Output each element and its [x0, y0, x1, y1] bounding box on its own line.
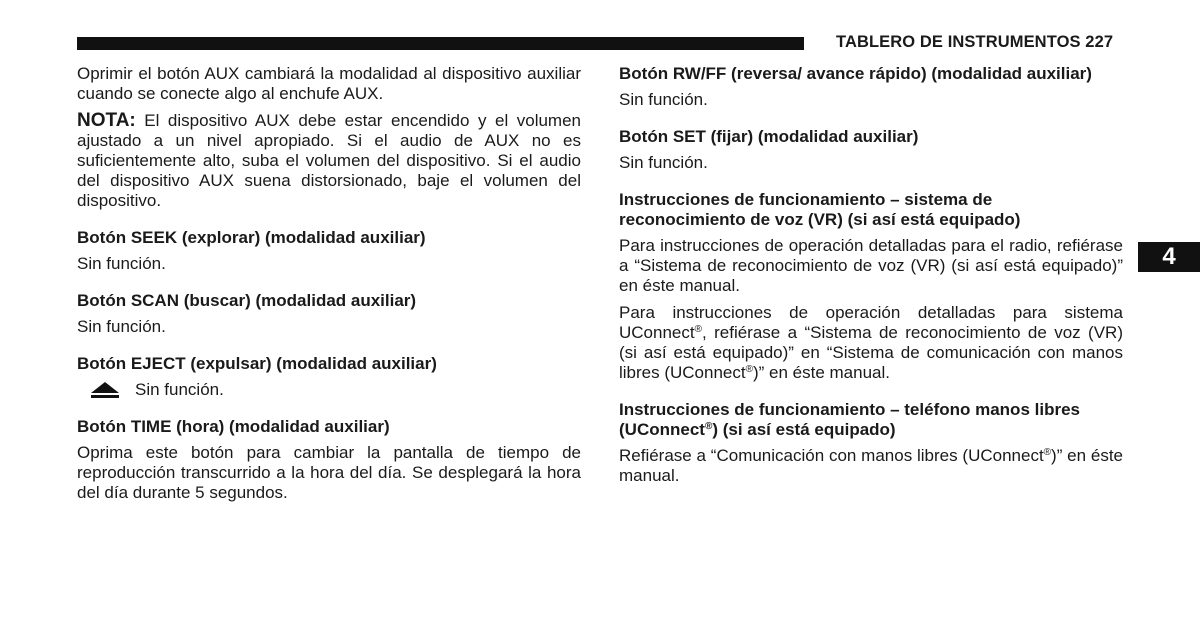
registered-mark: ® [745, 364, 753, 375]
eject-row [77, 380, 581, 400]
nota-label: NOTA: [77, 110, 136, 131]
registered-mark: ® [704, 421, 713, 432]
phone-text [619, 446, 1123, 486]
nota-text: El dispositivo AUX debe estar encendido y el volumen ajustado a un nivel apropiado. Si el audio de AUX no es suficientemente alto, suba el volumen del dispositivo. Si el audio del dispositivo AUX suena distorsionado, baje el volumen del dispositivo. [77, 111, 581, 210]
rwff-text: Sin función. [619, 90, 708, 109]
right-column [619, 64, 1123, 493]
header-rule [77, 37, 804, 50]
page-header-title: TABLERO DE INSTRUMENTOS 227 [836, 33, 1114, 51]
eject-text: Sin función. [135, 380, 224, 399]
vr-text-2b: , refiérase a “Sistema de reconocimiento de voz (VR) (si así está equipado)” en “Sistema de comunicación con manos libres (UConnect [619, 323, 1123, 382]
vr-paragraph-2 [619, 303, 1123, 383]
vr-text-2c: )” en éste manual. [752, 363, 890, 382]
seek-text: Sin función. [77, 254, 166, 273]
registered-mark: ® [1043, 447, 1052, 458]
rwff-heading: Botón RW/FF (reversa/ avance rápido) (modalidad auxiliar) [619, 64, 1092, 83]
registered-mark: ® [694, 324, 702, 335]
phone-heading [619, 400, 1123, 440]
phone-heading-b: ) (si así está equipado) [712, 420, 896, 439]
nota-paragraph [77, 111, 581, 211]
chapter-tab-number: 4 [1162, 243, 1176, 270]
aux-intro-paragraph: Oprimir el botón AUX cambiará la modalidad al dispositivo auxiliar cuando se conecte algo al enchufe AUX. [77, 64, 581, 103]
scan-heading: Botón SCAN (buscar) (modalidad auxiliar) [77, 291, 417, 310]
eject-heading: Botón EJECT (expulsar) (modalidad auxiliar) [77, 354, 437, 373]
time-text: Oprima este botón para cambiar la pantalla de tiempo de reproducción transcurrido a la hora del día. Se desplegará la hora del día durante 5 segundos. [77, 443, 581, 502]
phone-text-b: )” en éste manual. [619, 446, 1123, 485]
eject-icon [89, 381, 121, 399]
chapter-tab [1138, 242, 1200, 272]
left-column [77, 64, 581, 510]
vr-text-2a: Para instrucciones de operación detalladas para sistema UConnect [619, 303, 1123, 342]
phone-heading-a: Instrucciones de funcionamiento – teléfono manos libres (UConnect [619, 400, 1080, 439]
set-heading: Botón SET (fijar) (modalidad auxiliar) [619, 127, 919, 146]
seek-heading: Botón SEEK (explorar) (modalidad auxiliar) [77, 228, 426, 247]
set-text: Sin función. [619, 153, 708, 172]
scan-text: Sin función. [77, 317, 166, 336]
time-heading: Botón TIME (hora) (modalidad auxiliar) [77, 417, 390, 436]
vr-heading: Instrucciones de funcionamiento – sistema de reconocimiento de voz (VR) (si así está equipado) [619, 190, 1021, 229]
phone-text-a: Refiérase a “Comunicación con manos libres (UConnect [619, 446, 1044, 465]
vr-paragraph-1: Para instrucciones de operación detalladas para el radio, refiérase a “Sistema de reconocimiento de voz (VR) (si así está equipado)” en éste manual. [619, 236, 1123, 295]
